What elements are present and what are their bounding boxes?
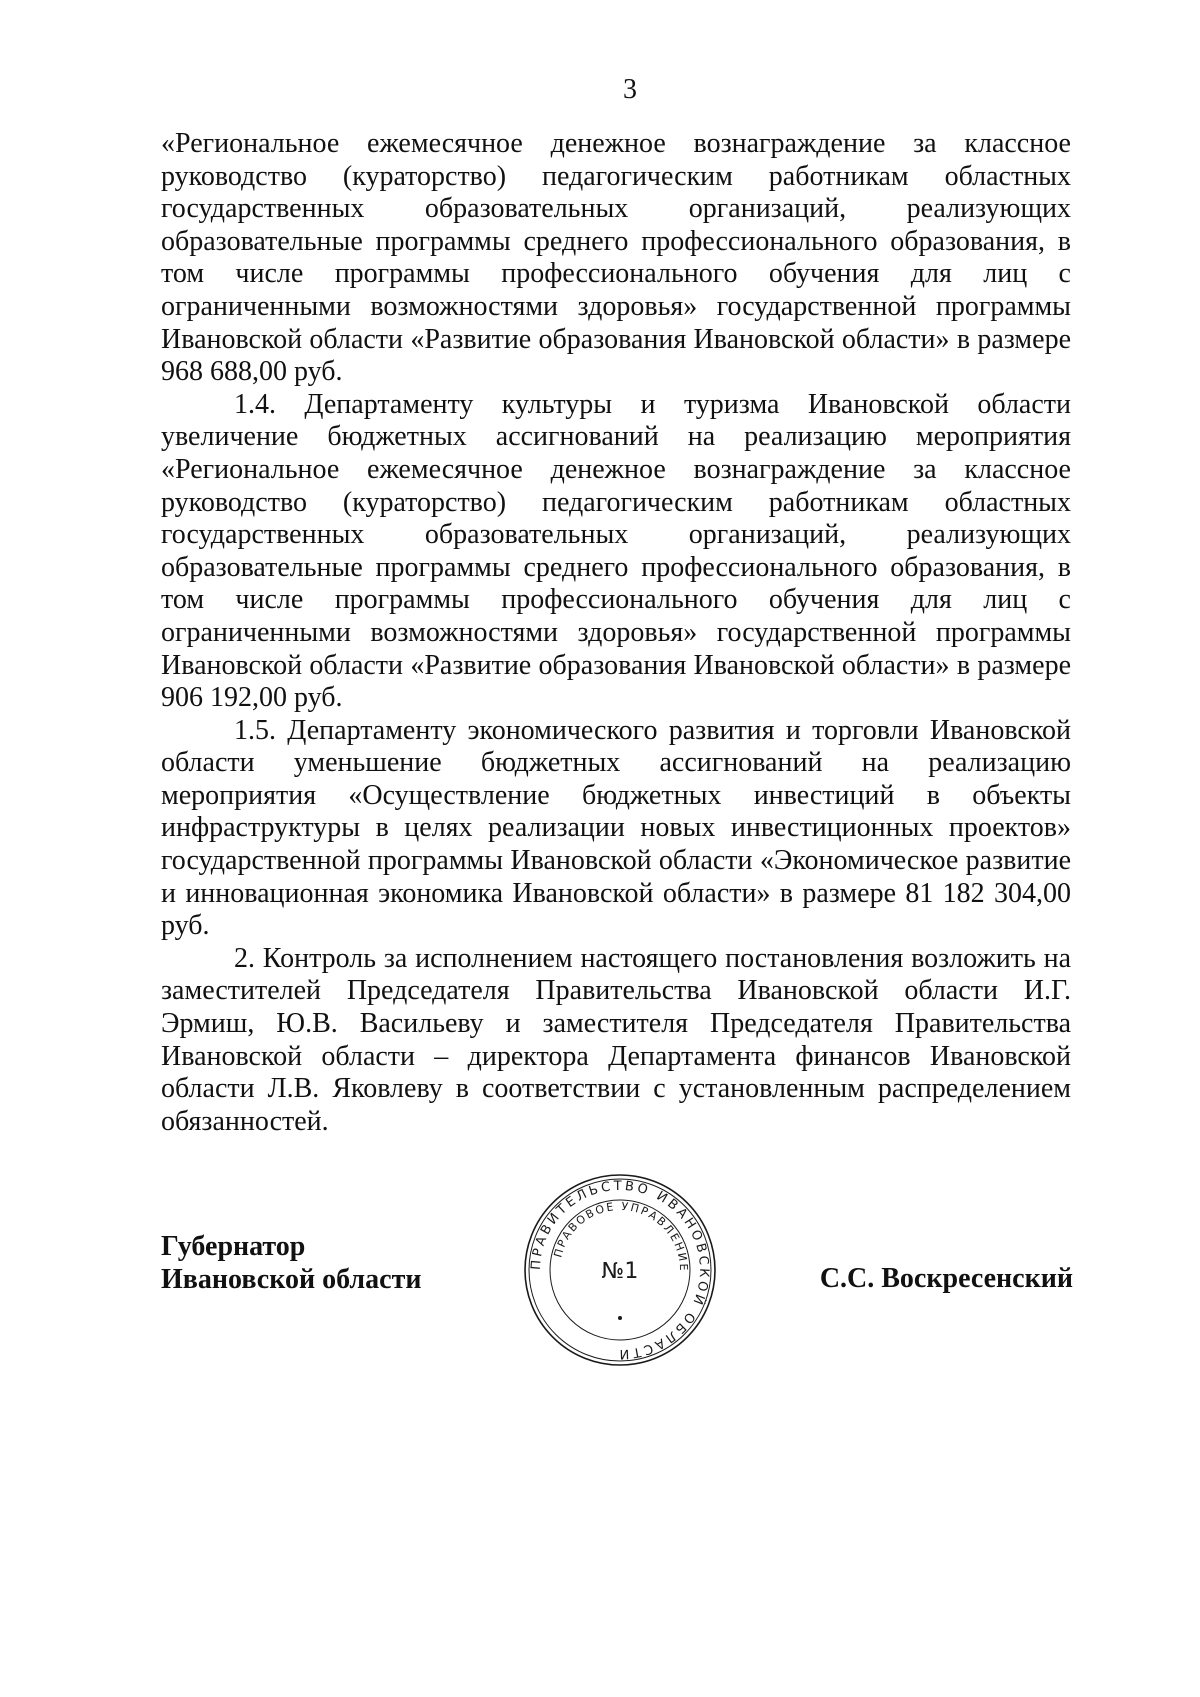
signature-position [161, 1230, 421, 1296]
signer-name: С.С. Воскресенский [819, 1263, 1073, 1294]
paragraph-continuation: «Региональное ежемесячное денежное вознаграждение за классное руководство (кураторство) педагогическим работникам областных государственных образовательных организаций, реализующих образовательные программы среднего профессионального образования, в том числе программы профессионального обучения для лиц с ограниченными возможностями здоровья» государственной программы Ивановской области «Развитие образования Ивановской области» в размере 968 688,00 руб. [161, 128, 1071, 388]
page-number: 3 [623, 74, 637, 105]
paragraph-1-5: 1.5. Департаменту экономического развития и торговли Ивановской области уменьшение бюджетных ассигнований на реализацию мероприятия «Осуществление бюджетных инвестиций в объекты инфраструктуры в целях реализации новых инвестиционных проектов» государственной программы Ивановской области «Экономическое развитие и инновационная экономика Ивановской области» в размере 81 182 304,00 руб. [161, 714, 1071, 942]
official-stamp [520, 1170, 720, 1370]
stamp-number: №1 [601, 1259, 639, 1284]
paragraph-2: 2. Контроль за исполнением настоящего постановления возложить на заместителей Председателя Правительства Ивановской области И.Г. Эрмиш, Ю.В. Васильеву и заместителя Председателя Правительства Ивановской области – директора Департамента финансов Ивановской области Л.В. Яковлеву в соответствии с установленным распределением обязанностей. [161, 942, 1071, 1137]
stamp-outer-text: ПРАВИТЕЛЬСТВО ИВАНОВСКОЙ ОБЛАСТИ [528, 1178, 712, 1362]
signature-position-line1: Губернатор [161, 1231, 306, 1262]
document-body [161, 128, 1071, 1138]
signature-position-line2: Ивановской области [161, 1264, 422, 1295]
paragraph-1-4: 1.4. Департаменту культуры и туризма Ивановской области увеличение бюджетных ассигнований на реализацию мероприятия «Региональное ежемесячное денежное вознаграждение за классное руководство (кураторство) педагогическим работникам областных государственных образовательных организаций, реализующих образовательные программы среднего профессионального образования, в том числе программы профессионального обучения для лиц с ограниченными возможностями здоровья» государственной программы Ивановской области «Развитие образования Ивановской области» в размере 906 192,00 руб. [161, 388, 1071, 714]
stamp-inner-text: ПРАВОВОЕ УПРАВЛЕНИЕ [551, 1199, 691, 1273]
